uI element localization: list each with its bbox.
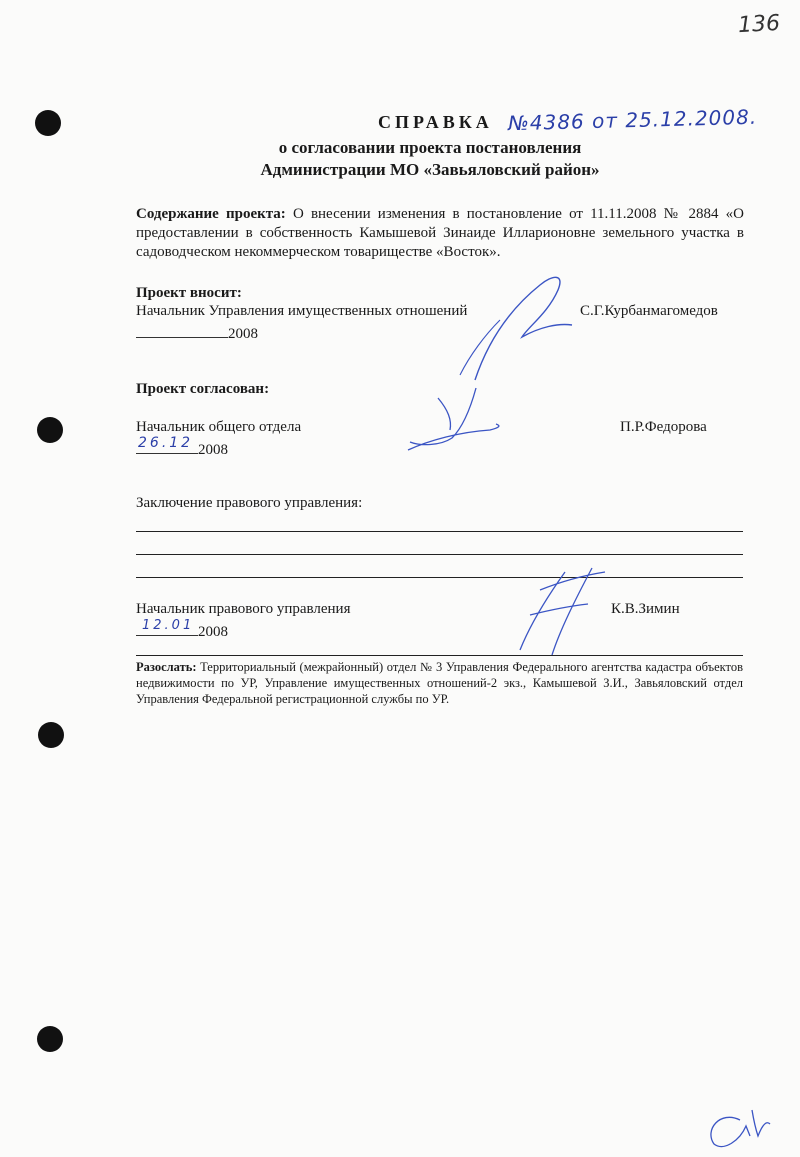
approval-date (136, 435, 228, 460)
submitter-date-year: 2008 (228, 326, 258, 342)
legal-signature (470, 560, 620, 660)
document-subtitle: о согласовании проекта постановления (278, 138, 582, 157)
distribution-text: Территориальный (межрайонный) отдел № 3 Управления Федерального агентства кадастра объектов недвижимости по УР, Управление имущественных отношений-2 экз., Камышевой З.И., Завьяловский отдел Управления Федеральной регистрационной службы по УР. (136, 660, 743, 706)
submitter-date (136, 322, 258, 344)
distribution-rule (136, 655, 743, 656)
legal-name: К.В.Зимин (611, 601, 680, 617)
approval-name: П.Р.Федорова (620, 419, 707, 435)
legal-line-2 (136, 554, 743, 555)
approval-date-blank (136, 435, 198, 454)
distribution (136, 659, 743, 707)
project-content-text: О внесении изменения в постановление от 11.11.2008 № 2884 «О предоставлении в собственность Камышевой Зинаиде Илларионовне земельного участка в садоводческом некоммерческом товариществе «Восток». (136, 206, 745, 260)
approval-label: Проект согласован: (136, 381, 270, 397)
legal-date-blank (136, 620, 198, 636)
registration-number-handwritten: №4386 от 25.12.2008. (507, 104, 758, 136)
distribution-label: Разослать: (136, 660, 197, 674)
punch-hole-3 (38, 722, 64, 748)
page-number-handwritten: 136 (737, 10, 781, 39)
document-title: СПРАВКА (378, 112, 493, 132)
submitter-label: Проект вносит: (136, 285, 242, 301)
legal-label: Заключение правового управления: (136, 495, 363, 511)
approval-signature (390, 380, 520, 460)
submitter-name: С.Г.Курбанмагомедов (580, 303, 718, 319)
document-subtitle-2: Администрации МО «Завьяловский район» (260, 160, 600, 179)
project-content-label: Содержание проекта: (136, 206, 286, 222)
legal-line-1 (136, 531, 743, 532)
punch-hole-1 (35, 110, 61, 136)
project-content (136, 205, 744, 262)
approval-position: Начальник общего отдела (136, 419, 302, 435)
legal-date-handwritten: 12.01 (142, 618, 195, 633)
punch-hole-4 (37, 1026, 63, 1052)
initials-signature (700, 1090, 780, 1150)
legal-position: Начальник правового управления (136, 601, 351, 617)
approval-date-year: 2008 (198, 442, 228, 458)
legal-date-year: 2008 (198, 624, 228, 640)
legal-date (136, 620, 228, 642)
submitter-position: Начальник Управления имущественных отношений (136, 303, 468, 319)
approval-date-handwritten: 26.12 (138, 435, 194, 451)
legal-line-3 (136, 577, 743, 578)
submitter-signature (430, 265, 590, 385)
punch-hole-2 (37, 417, 63, 443)
submitter-date-blank (136, 322, 228, 338)
